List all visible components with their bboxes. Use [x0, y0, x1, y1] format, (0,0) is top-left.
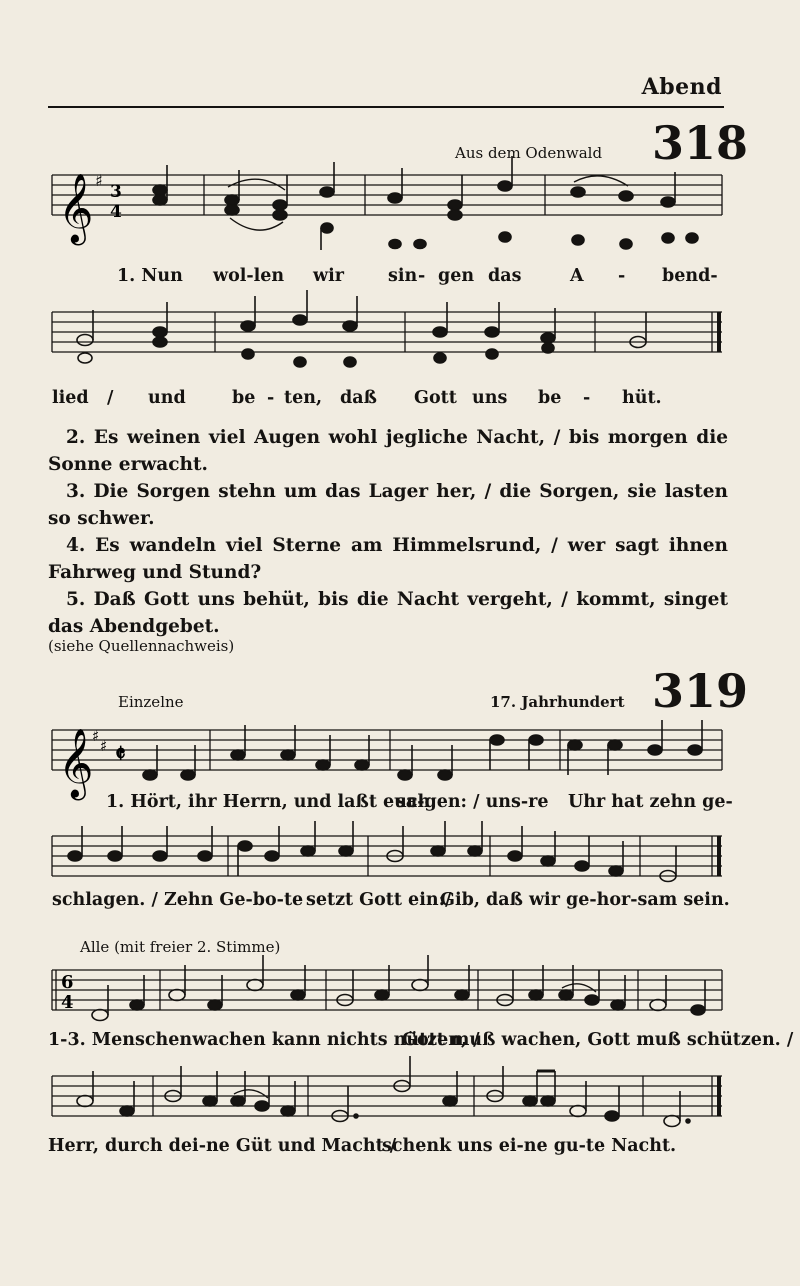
- lyric-318-1-6: gen: [438, 266, 475, 286]
- lyric-318-2-11: -: [583, 388, 591, 408]
- lyric-319-2-3: Gib, daß wir ge-hor-sam sein.: [440, 890, 730, 910]
- lyric-318-1-2: wol-len: [213, 266, 285, 286]
- lyric-318-1-9: -: [618, 266, 626, 286]
- verse-5: 5. Daß Gott uns behüt, bis die Nacht vergeht, / kommt, singet das Abendgebet.: [48, 589, 728, 637]
- lyric-319-2-1: schlagen. / Zehn Ge-bo-te: [52, 890, 304, 910]
- lyric-319-4-2: schenk uns ei-ne gu-te Nacht.: [382, 1136, 677, 1156]
- voice-label-all: Alle (mit freier 2. Stimme): [80, 938, 281, 956]
- svg-text:6: 6: [61, 972, 74, 993]
- verse-2: 2. Es weinen viel Augen wohl jegliche Nacht, / bis morgen die Sonne erwacht.: [48, 427, 728, 475]
- lyric-318-1-3: wir: [313, 266, 344, 286]
- lyric-319-1-3: Uhr hat zehn ge-: [568, 792, 733, 812]
- lyric-318-2-7: daß: [340, 388, 377, 408]
- lyric-318-2-8: Gott: [414, 388, 457, 408]
- lyric-318-2-5: -: [267, 388, 275, 408]
- svg-text:♯: ♯: [95, 171, 103, 190]
- lyric-318-1-7: das: [488, 266, 522, 286]
- song-origin: Aus dem Odenwald: [455, 144, 603, 162]
- lyric-319-3-1: 1-3. Menschenwachen kann nichts nützen, /: [48, 1030, 480, 1050]
- lyric-318-2-12: hüt.: [622, 388, 662, 408]
- lyric-318-2-6: ten,: [284, 388, 323, 408]
- song-number-318: 318: [652, 116, 749, 170]
- lyric-319-4-1: Herr, durch dei-ne Güt und Macht /: [48, 1136, 397, 1156]
- song-number-319: 319: [652, 664, 749, 718]
- lyric-318-1-10: bend-: [662, 266, 718, 286]
- lyric-319-1-2: sa-gen: / uns-re: [396, 792, 549, 812]
- page-section-title: Abend: [641, 74, 722, 100]
- lyric-318-2-3: und: [148, 388, 186, 408]
- verse-4: 4. Es wandeln viel Sterne am Himmelsrund, / wer sagt ihnen Fahrweg und Stund?: [48, 535, 728, 583]
- lyric-319-1-1: 1. Hört, ihr Herrn, und laßt euch: [106, 792, 431, 812]
- lyric-318-1-4: sin: [388, 266, 418, 286]
- lyric-318-1-1: 1. Nun: [117, 266, 183, 286]
- svg-text:♯: ♯: [92, 727, 100, 745]
- svg-text:4: 4: [110, 202, 122, 222]
- svg-text:♯: ♯: [100, 737, 108, 755]
- treble-clef-icon: 𝄞: [58, 173, 94, 243]
- lyric-318-2-1: lied: [52, 388, 89, 408]
- lyric-318-1-8: A: [570, 266, 584, 286]
- svg-text:4: 4: [61, 992, 74, 1013]
- lyric-319-2-2: setzt Gott ein:/: [306, 890, 452, 910]
- verse-3: 3. Die Sorgen stehn um das Lager her, / die Sorgen, sie lasten so schwer.: [48, 481, 728, 529]
- voice-label-single: Einzelne: [118, 693, 184, 711]
- lyric-318-2-2: /: [107, 388, 114, 408]
- lyric-318-2-9: uns: [472, 388, 508, 408]
- svg-text:𝄵: 𝄵: [115, 739, 126, 768]
- treble-clef-icon: 𝄞: [58, 728, 94, 798]
- lyric-319-3-2: Gott muß wachen, Gott muß schützen. /: [402, 1030, 794, 1050]
- svg-text:3: 3: [110, 182, 122, 202]
- lyric-318-2-10: be: [538, 388, 562, 408]
- source-note: (siehe Quellennachweis): [48, 637, 235, 655]
- lyric-318-1-5: -: [418, 266, 426, 286]
- lyric-318-2-4: be: [232, 388, 256, 408]
- century-label: 17. Jahrhundert: [490, 693, 625, 711]
